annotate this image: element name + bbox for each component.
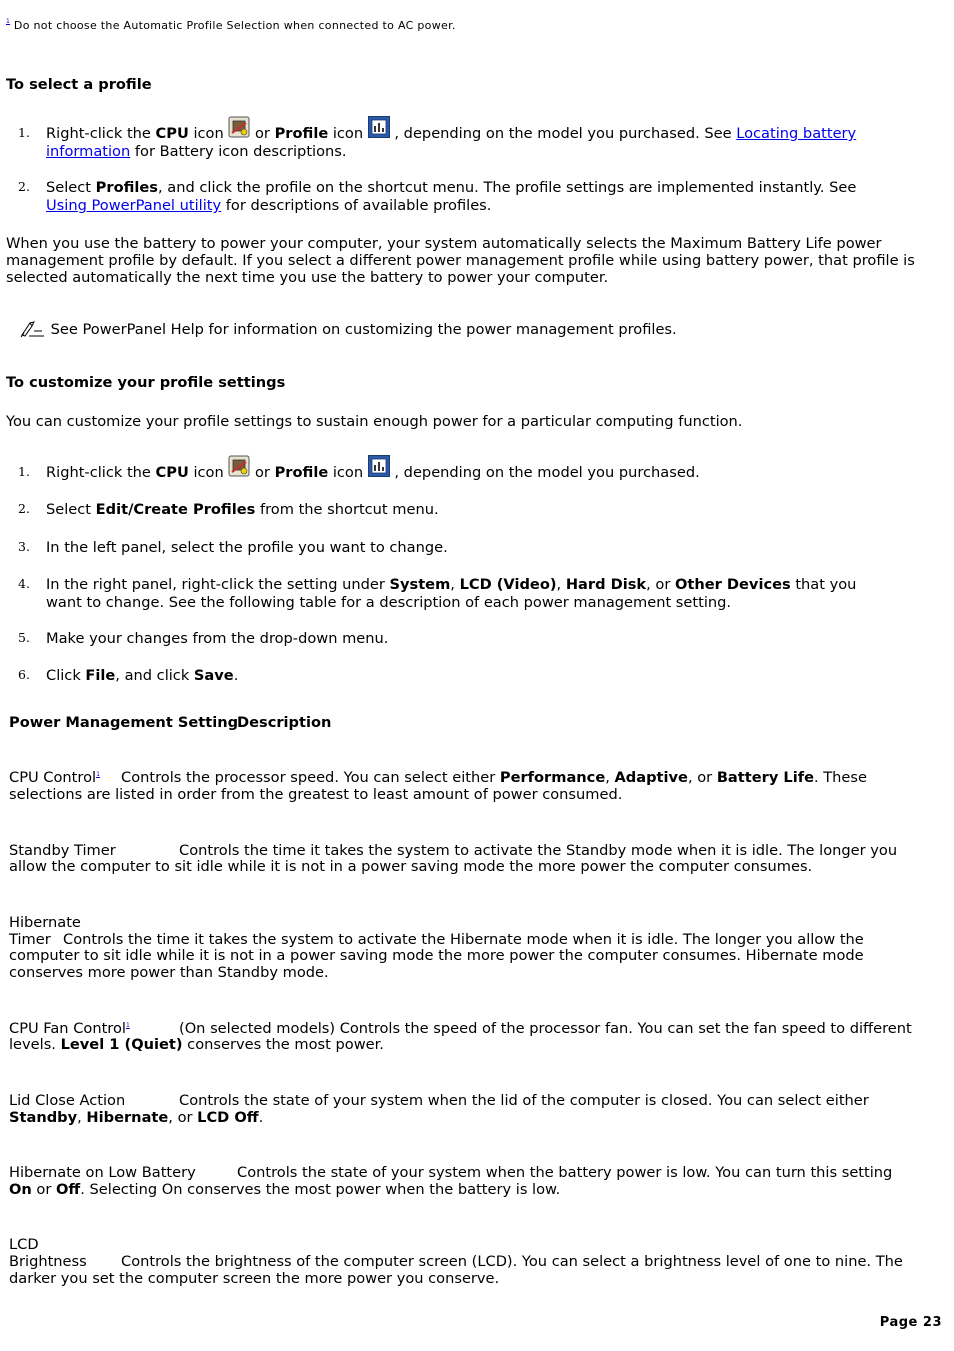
select-step-1-line2: information for Battery icon descriptions. <box>46 143 347 160</box>
page-number: Page 23 <box>879 1315 942 1330</box>
select-profile-heading: To select a profile <box>6 76 152 93</box>
setting-name: Hibernate <box>9 914 81 931</box>
setting-description: Controls the time it takes the system to activate the Standby mode when it is idle. The longer you <box>179 842 898 859</box>
table-header-description: Description <box>237 714 332 731</box>
setting-name: Standby Timer <box>9 842 116 859</box>
battery-paragraph-line: management profile by default. If you select a different power management profile while using battery power, that profile is <box>6 252 915 269</box>
locating-battery-link-cont[interactable]: information <box>46 143 131 160</box>
customize-step-5: Make your changes from the drop-down menu. <box>46 630 389 647</box>
note-pen-icon <box>20 318 46 338</box>
step-number: 2. <box>18 179 30 194</box>
setting-name: CPU Control <box>9 769 97 786</box>
locating-battery-link[interactable]: Locating battery <box>736 125 857 142</box>
setting-description-line: conserves more power than Standby mode. <box>9 964 329 981</box>
select-step-2: Select Profiles, and click the profile on the shortcut menu. The profile settings are implemented instantly. See <box>46 179 857 196</box>
setting-description-line: selections are listed in order from the greatest to least amount of power consumed. <box>9 786 623 803</box>
cpu-icon[interactable] <box>228 455 250 477</box>
note <box>20 318 677 340</box>
customize-step-2: Select Edit/Create Profiles from the shortcut menu. <box>46 501 439 518</box>
setting-description: Controls the processor speed. You can select either Performance, Adaptive, or Battery Life. These <box>121 769 867 786</box>
customize-step-6: Click File, and click Save. <box>46 667 239 684</box>
step-number: 6. <box>18 667 30 682</box>
setting-description-line: levels. Level 1 (Quiet) conserves the most power. <box>9 1036 384 1053</box>
battery-paragraph-line: selected automatically the next time you use the battery to power your computer. <box>6 269 609 286</box>
battery-paragraph-line: When you use the battery to power your computer, your system automatically selects the Maximum Battery Life power <box>6 235 882 252</box>
setting-description: Controls the brightness of the computer screen (LCD). You can select a brightness level of one to nine. The <box>121 1253 903 1270</box>
table-row <box>9 769 100 786</box>
note-text: See PowerPanel Help for information on customizing the power management profiles. <box>50 321 677 338</box>
setting-description: (On selected models) Controls the speed of the processor fan. You can set the fan speed to different <box>179 1020 912 1037</box>
customize-step-4: In the right panel, right-click the setting under System, LCD (Video), Hard Disk, or Other Devices that you <box>46 576 857 593</box>
setting-description-line: computer to sit idle while it is not in a power saving mode the more power the computer consumes. Hibernate mode <box>9 947 864 964</box>
footnote-ref-link[interactable]: 1 <box>96 771 100 778</box>
setting-description: Controls the state of your system when the lid of the computer is closed. You can select either <box>179 1092 869 1109</box>
select-step-1: Right-click the CPU icon or Profile icon , depending on the model you purchased. See Locating battery <box>46 116 856 138</box>
setting-name-cont: Timer <box>9 931 51 948</box>
setting-description-line: darker you set the computer screen the more power you conserve. <box>9 1270 500 1287</box>
setting-name-cont: Brightness <box>9 1253 87 1270</box>
footnote-ref-link[interactable]: 1 <box>125 1022 130 1029</box>
footnote <box>6 18 456 32</box>
table-row <box>9 1020 130 1037</box>
cpu-icon[interactable] <box>228 116 250 138</box>
customize-intro: You can customize your profile settings to sustain enough power for a particular computing function. <box>6 413 743 430</box>
step-number: 5. <box>18 630 30 645</box>
step-number: 4. <box>18 576 30 591</box>
footnote-text: Do not choose the Automatic Profile Selection when connected to AC power. <box>13 19 456 32</box>
setting-name: CPU Fan Control <box>9 1020 126 1037</box>
customize-step-1: Right-click the CPU icon or Profile icon , depending on the model you purchased. <box>46 455 700 477</box>
table-header-setting: Power Management Setting <box>9 714 239 731</box>
step-number: 3. <box>18 539 30 554</box>
customize-step-3: In the left panel, select the profile you want to change. <box>46 539 448 556</box>
footnote-marker-link[interactable]: 1 <box>6 18 11 25</box>
setting-description: Controls the time it takes the system to activate the Hibernate mode when it is idle. The longer you allow the <box>63 931 864 948</box>
customize-step-4-line2: want to change. See the following table for a description of each power management setting. <box>46 594 732 611</box>
profile-icon[interactable] <box>368 455 390 477</box>
select-step-2-line2: Using PowerPanel utility for descriptions of available profiles. <box>46 197 492 214</box>
setting-description: Controls the state of your system when the battery power is low. You can turn this setting <box>237 1164 893 1181</box>
using-powerpanel-link[interactable]: Using PowerPanel utility <box>46 197 222 214</box>
step-number: 1. <box>18 125 30 140</box>
setting-description-line: allow the computer to sit idle while it is not in a power saving mode the more power the computer consumes. <box>9 858 813 875</box>
step-number: 1. <box>18 464 30 479</box>
setting-name: Lid Close Action <box>9 1092 126 1109</box>
setting-description-line: Standby, Hibernate, or LCD Off. <box>9 1109 264 1126</box>
profile-icon[interactable] <box>368 116 390 138</box>
setting-name: Hibernate on Low Battery <box>9 1164 196 1181</box>
customize-heading: To customize your profile settings <box>6 374 286 391</box>
setting-name: LCD <box>9 1236 39 1253</box>
setting-description-line: On or Off. Selecting On conserves the most power when the battery is low. <box>9 1181 561 1198</box>
step-number: 2. <box>18 501 30 516</box>
